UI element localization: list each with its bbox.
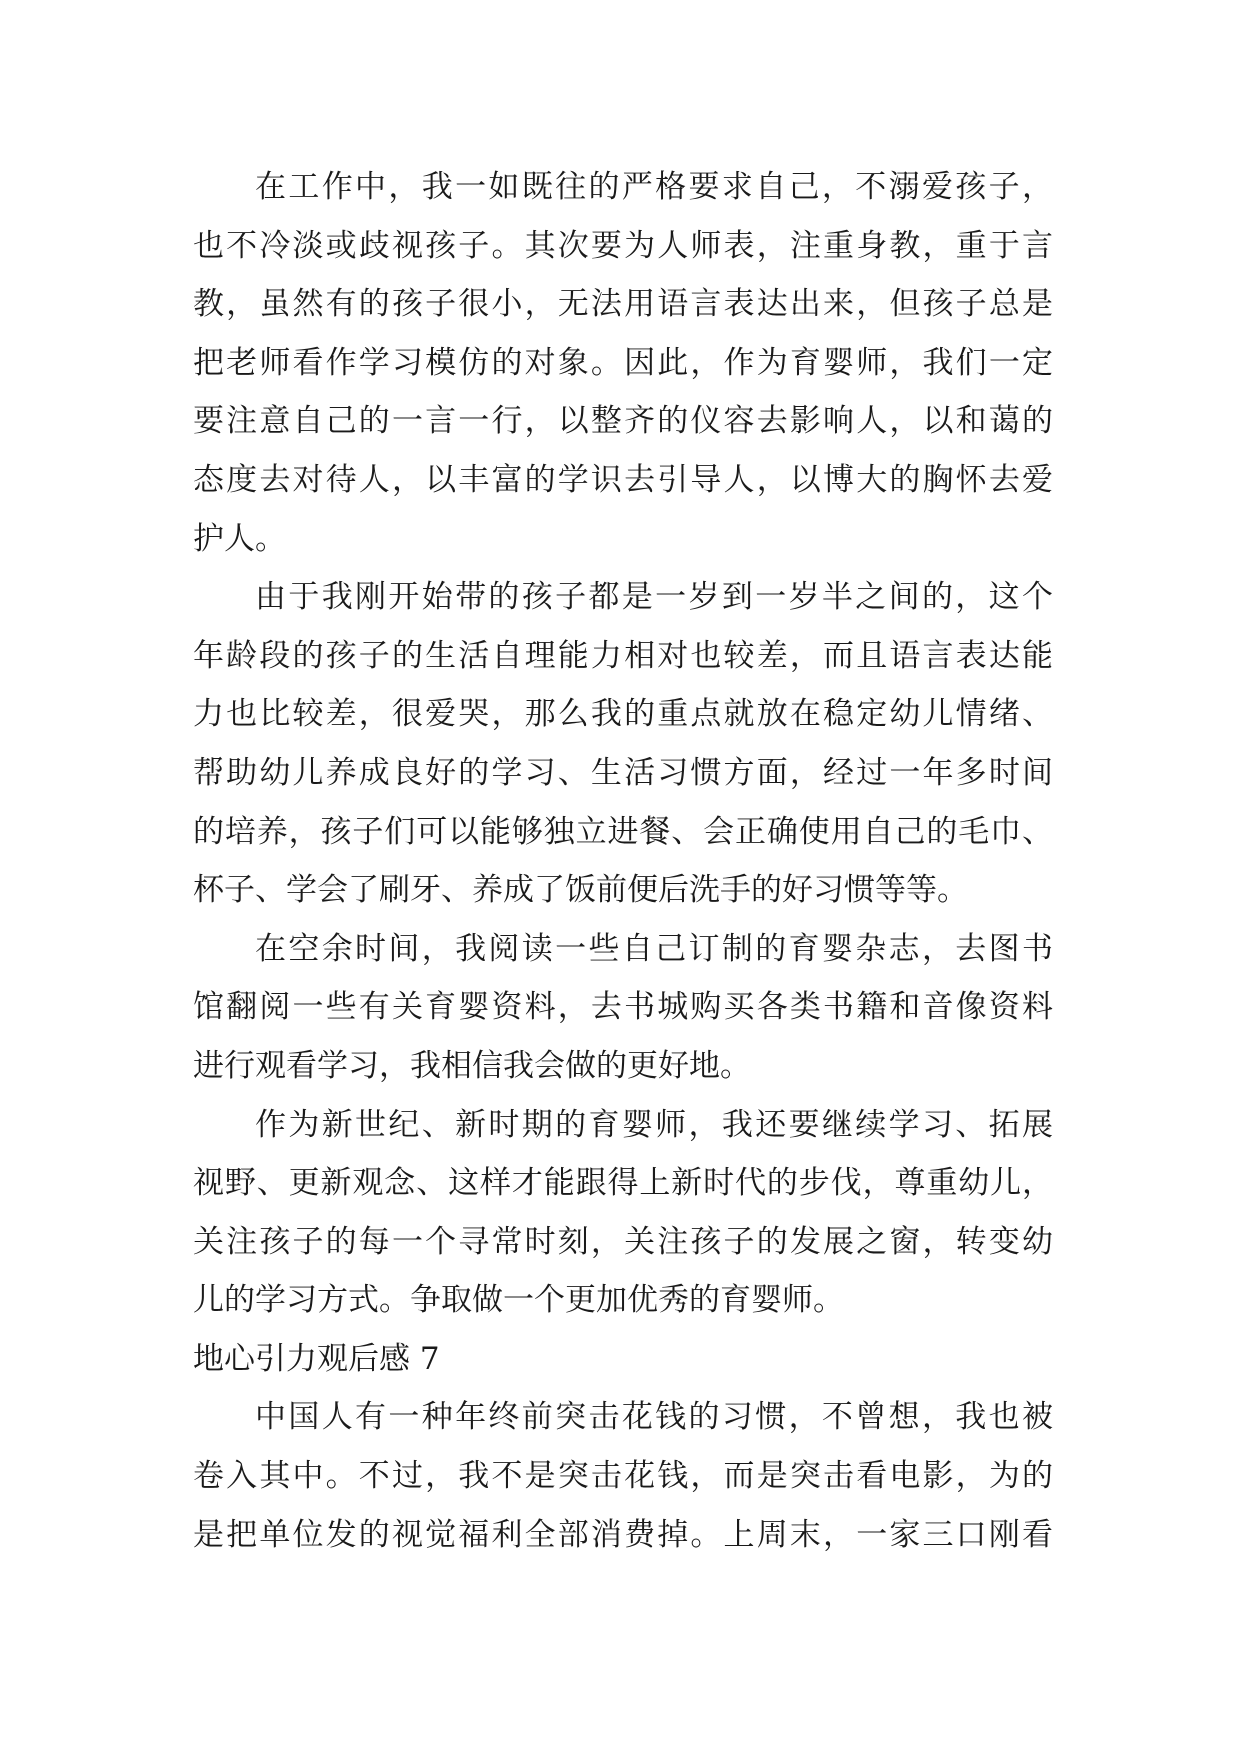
- text-line: 帮助幼儿养成良好的学习、生活习惯方面，经过一年多时间: [193, 754, 1053, 791]
- text-line: 进行观看学习，我相信我会做的更好地。: [193, 1047, 751, 1084]
- text-line: 卷入其中。不过，我不是突击花钱，而是突击看电影，为的: [193, 1458, 1053, 1495]
- document-body: [193, 158, 1053, 1564]
- text-line: 年龄段的孩子的生活自理能力相对也较差，而且语言表达能: [193, 637, 1053, 674]
- text-line: 儿的学习方式。争取做一个更加优秀的育婴师。: [193, 1282, 844, 1319]
- text-line: 馆翻阅一些有关育婴资料，去书城购买各类书籍和音像资料: [193, 989, 1053, 1026]
- text-line: 视野、更新观念、这样才能跟得上新时代的步伐，尊重幼儿，: [193, 1165, 1053, 1202]
- text-line: 教，虽然有的孩子很小，无法用语言表达出来，但孩子总是: [193, 286, 1053, 323]
- text-line: 是把单位发的视觉福利全部消费掉。上周末，一家三口刚看: [193, 1516, 1053, 1553]
- text-line: 杯子、学会了刷牙、养成了饭前便后洗手的好习惯等等。: [193, 872, 968, 909]
- text-line: 在空余时间，我阅读一些自己订制的育婴杂志，去图书: [255, 930, 1053, 967]
- paragraph-2: [193, 568, 1053, 920]
- text-line: 态度去对待人，以丰富的学识去引导人，以博大的胸怀去爱: [193, 461, 1053, 498]
- text-line: 把老师看作学习模仿的对象。因此，作为育婴师，我们一定: [193, 344, 1053, 381]
- text-line: 中国人有一种年终前突击花钱的习惯，不曾想，我也被: [255, 1399, 1053, 1436]
- paragraph-5: [193, 1388, 1053, 1564]
- paragraph-4: [193, 1096, 1053, 1330]
- text-line: 关注孩子的每一个寻常时刻，关注孩子的发展之窗，转变幼: [193, 1223, 1053, 1260]
- paragraph-3: [193, 920, 1053, 1096]
- text-line: 作为新世纪、新时期的育婴师，我还要继续学习、拓展: [255, 1106, 1053, 1143]
- text-line: 的培养，孩子们可以能够独立进餐、会正确使用自己的毛巾、: [193, 813, 1053, 850]
- text-line: 力也比较差，很爱哭，那么我的重点就放在稳定幼儿情绪、: [193, 696, 1053, 733]
- paragraph-1: [193, 158, 1053, 568]
- section-heading: 地心引力观后感 7: [193, 1340, 440, 1377]
- text-line: 由于我刚开始带的孩子都是一岁到一岁半之间的，这个: [255, 579, 1053, 616]
- text-line: 要注意自己的一言一行，以整齐的仪容去影响人，以和蔼的: [193, 403, 1053, 440]
- text-line: 也不冷淡或歧视孩子。其次要为人师表，注重身教，重于言: [193, 227, 1053, 264]
- text-line: 在工作中，我一如既往的严格要求自己，不溺爱孩子，: [255, 169, 1053, 205]
- text-line: 护人。: [193, 520, 286, 557]
